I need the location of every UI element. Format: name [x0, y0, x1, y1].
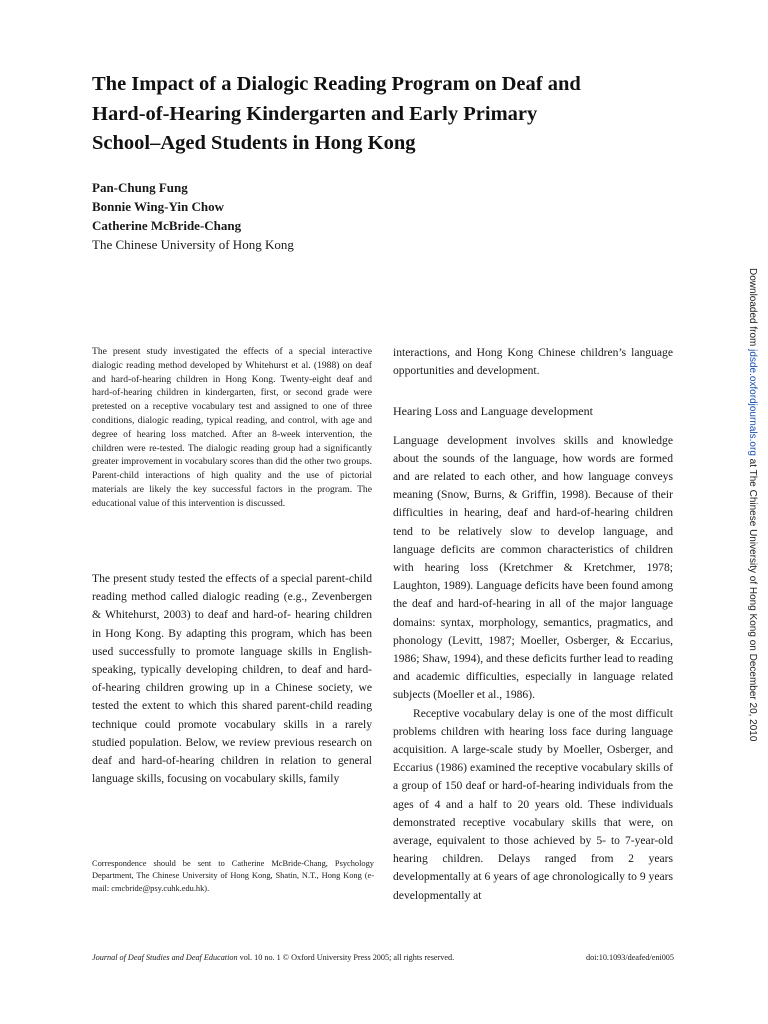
abstract — [92, 345, 372, 511]
author-1: Pan-Chung Fung — [92, 180, 188, 195]
watermark-suffix: at The Chinese University of Hong Kong on December 20, 2010 — [747, 455, 758, 742]
author-3: Catherine McBride-Chang — [92, 218, 242, 233]
journal-details: vol. 10 no. 1 © Oxford University Press 2005; all rights reserved. — [239, 953, 455, 962]
journal-citation — [92, 953, 454, 962]
download-watermark — [746, 268, 758, 741]
intro-column — [92, 570, 372, 788]
watermark-prefix: Downloaded from — [747, 268, 758, 350]
author-2: Bonnie Wing-Yin Chow — [92, 199, 224, 214]
paper-title — [92, 70, 672, 159]
watermark-link[interactable]: jdsde.oxfordjournals.org — [747, 349, 758, 456]
author-block — [92, 178, 492, 254]
abstract-text: The present study investigated the effects of a special interactive dialogic reading method developed by Whitehurst et al. (1988) on deaf and hard-of-hearing children in Hong Kong. Twenty-eight deaf and hard-of-hearing children in kindergarten, first, or second grade were pretested on a receptive vocabulary test and assigned to one of three conditions, dialogic reading, typical reading, and control, with age and degree of hearing loss matched. After an 8-week intervention, the children were re-tested. The dialogic reading group had a significantly greater improvement in vocabulary scores than did the other two groups. Parent-child interactions of high quality and the use of pictorial materials are likely the key successful factors in the program. The educational value of this intervention is discussed. — [92, 346, 372, 509]
body-paragraph-1: Language development involves skills and knowledge about the sounds of the language, how words are formed and are related to each other, and how language conveys meaning (Snow, Burns, & Griffin, 1998). Because of their difficulties in hearing, deaf and hard-of-hearing children tend to be relatively slow to develop language, and language deficits are common characteristics of children with hearing loss (Kretchmer & Kretchmer, 1978; Laughton, 1989). Language deficits have been found among the deaf and hard-of-hearing in all of the major language domains: syntax, morphology, semantics, pragmatics, and phonology (Levitt, 1987; Moeller, Osberger, & Eccarius, 1986; Shaw, 1994), and these deficits further lead to reading and academic difficulties, especially in language related subjects (Moeller et al., 1986). — [393, 433, 673, 702]
right-column — [393, 344, 673, 905]
title-line-1: The Impact of a Dialogic Reading Program on Deaf and — [92, 73, 581, 95]
footnote-text: Correspondence should be sent to Catherine McBride-Chang, Psychology Department, The Chinese University of Hong Kong, Shatin, N.T., Hong Kong (e-mail: cmcbride@psy.cuhk.edu.hk). — [92, 859, 374, 893]
doi: doi:10.1093/deafed/eni005 — [586, 953, 674, 962]
page-footer — [92, 953, 674, 967]
body-paragraph-2: Receptive vocabulary delay is one of the most difficult problems children with hearing loss face during language acquisition. A large-scale study by Moeller, Osberger, and Eccarius (1986) examined the receptive vocabulary skills of a group of 150 deaf or hard-of-hearing individuals from the ages of 4 and a half to 20 years old. These individuals demonstrated receptive vocabulary skills that were, on average, equivalent to those achieved by 5- to 7-year-old hearing children. Delays ranged from 2 years developmentally at 6 years of age chronologically to 9 years developmentally at — [393, 706, 673, 902]
correspondence-footnote — [92, 858, 374, 895]
title-line-2: Hard-of-Hearing Kindergarten and Early Primary — [92, 102, 538, 125]
affiliation: The Chinese University of Hong Kong — [92, 237, 294, 252]
section-heading: Hearing Loss and Language development — [393, 404, 593, 419]
journal-name: Journal of Deaf Studies and Deaf Education — [92, 953, 238, 962]
intro-paragraph: The present study tested the effects of a special parent-child reading method called dialogic reading (e.g., Zevenbergen & Whitehurst, 2003) to deaf and hard-of- hearing children in Hong Kong. By adapting this program, which has been used successfully to promote language skills in English-speaking, typically developing children, to deaf and hard-of-hearing children growing up in a Chinese society, we tested the extent to which this shared parent-child reading technique could promote vocabulary skills in a rarely studied population. Below, we review previous research on deaf and hard-of-hearing children in relation to general language skills, focusing on vocabulary skills, family — [92, 572, 372, 786]
title-line-3: School–Aged Students in Hong Kong — [92, 132, 416, 154]
continuation-paragraph: interactions, and Hong Kong Chinese children’s language opportunities and development. — [393, 346, 673, 378]
